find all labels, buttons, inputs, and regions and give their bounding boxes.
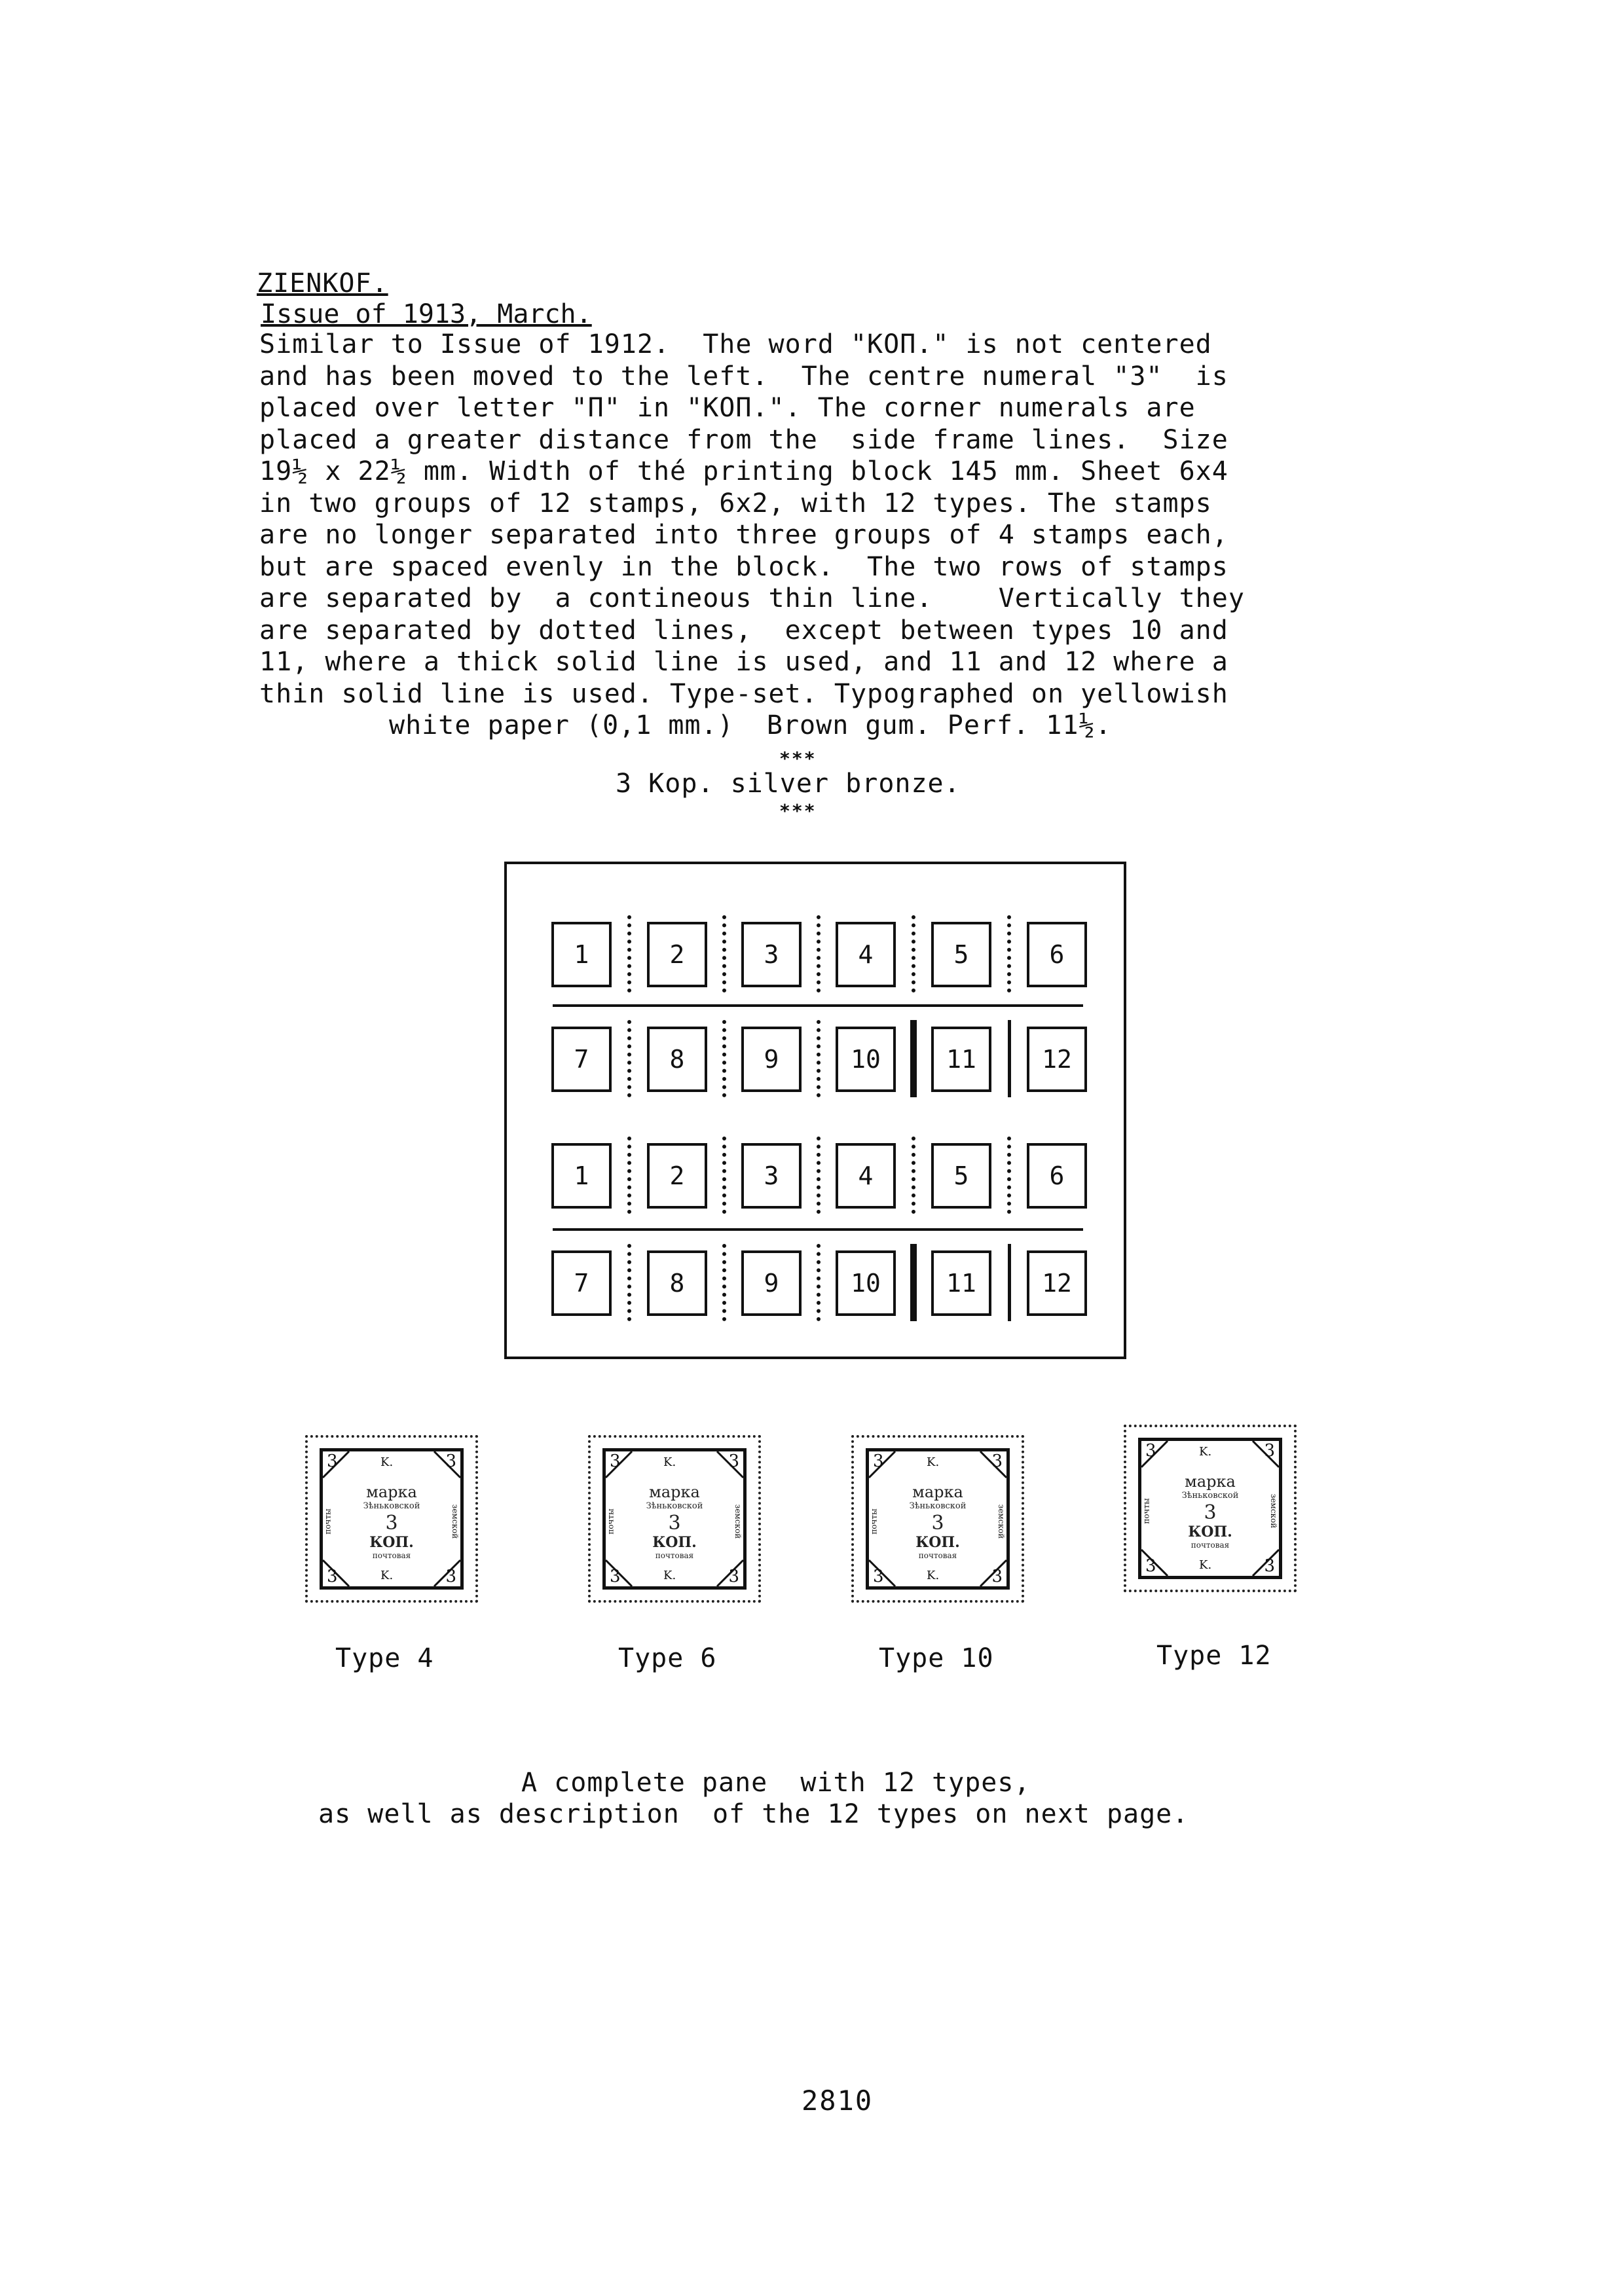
k-mark-bottom: K. [380,1569,394,1582]
dotted-separator [1007,915,1011,993]
stamp-type-10-image [851,1435,1024,1603]
stamp-word-bottom: почтовая [372,1551,411,1560]
stamp-position-box: 5 [931,1143,991,1209]
stamp-left-side-text: почты [323,1508,333,1535]
footer-line: as well as description of the 12 types on next page. [318,1799,1189,1829]
text-line: 11, where a thick solid line is used, and 11 and 12 where a [259,647,1228,677]
dotted-separator [912,915,915,993]
stamp-position-box: 6 [1027,1143,1087,1209]
corner-value-top-left: 3 [1145,1441,1156,1461]
stamp-position-box: 2 [647,922,707,987]
stamp-center-value: 3 [385,1512,398,1535]
stamp-position-box: 7 [551,1250,612,1316]
stamp-position-box: 9 [741,1027,802,1092]
sheet-layout-diagram [504,862,1126,1359]
text-line: 19½ x 22½ mm. Width of thé printing block 145 mm. Sheet 6x4 [259,456,1228,486]
stamp-frame [320,1448,464,1590]
corner-value-top-right: 3 [991,1451,1003,1471]
corner-value-bottom-left: 3 [610,1567,621,1586]
stamp-position-box: 12 [1027,1250,1087,1316]
stamp-left-side-text: почты [1141,1498,1151,1524]
k-mark-bottom: K. [663,1569,676,1582]
stamp-position-box: 7 [551,1027,612,1092]
stamp-word-kop: КОП. [1188,1523,1232,1540]
stamp-frame [602,1448,747,1590]
stamp-frame [866,1448,1010,1590]
k-mark-top: K. [380,1455,394,1469]
corner-value-top-right: 3 [728,1451,739,1471]
corner-value-bottom-right: 3 [1264,1556,1275,1576]
stamp-position-box: 1 [551,922,612,987]
corner-value-bottom-right: 3 [728,1567,739,1586]
stamp-left-side-text: почты [869,1508,879,1535]
stamp-position-box: 8 [647,1027,707,1092]
stamp-type-4-image [305,1435,478,1603]
stamp-position-box: 5 [931,922,991,987]
dotted-separator [817,1244,821,1321]
stamp-word-district: Зѣньковской [646,1501,703,1511]
corner-value-top-left: 3 [873,1451,884,1471]
thin-solid-separator [1008,1244,1011,1321]
stamp-center-value: 3 [668,1512,681,1535]
stamp-position-box: 2 [647,1143,707,1209]
text-line: placed over letter "П" in "KOП.". The corner numerals are [259,393,1196,423]
stamp-position-box: 11 [931,1027,991,1092]
dotted-separator [722,1020,726,1097]
stamp-position-box: 10 [836,1027,896,1092]
corner-value-bottom-left: 3 [327,1567,338,1586]
dotted-separator [817,915,821,993]
dotted-separator [722,1137,726,1214]
text-line: Similar to Issue of 1912. The word "KOП." is not centered [259,329,1212,359]
stamp-position-box: 1 [551,1143,612,1209]
dotted-separator [817,1137,821,1214]
stamp-position-box: 10 [836,1250,896,1316]
dotted-separator [627,1244,631,1321]
stamp-position-box: 4 [836,922,896,987]
stamp-word-marka: марка [1185,1472,1236,1491]
dotted-separator [912,1137,915,1214]
stamp-value-line: 3 Kop. silver bronze. [616,769,961,799]
stamp-word-marka: марка [649,1483,700,1501]
issue-heading: Issue of 1913, March. [261,299,592,329]
corner-value-top-left: 3 [327,1451,338,1471]
stamp-type-12-image [1124,1425,1297,1592]
stamp-position-box: 11 [931,1250,991,1316]
stamp-word-marka: марка [912,1483,963,1501]
text-line: thin solid line is used. Type-set. Typographed on yellowish [259,678,1228,709]
text-line: are no longer separated into three groups of 4 stamps each, [259,520,1228,550]
dotted-separator [722,915,726,993]
corner-value-bottom-right: 3 [991,1567,1003,1586]
separator-stars: *** [779,800,817,822]
footer-line: A complete pane with 12 types, [521,1768,1031,1798]
stamp-word-bottom: почтовая [1190,1540,1230,1550]
row-separator-line [553,1228,1083,1231]
stamp-center-value: 3 [1204,1501,1217,1524]
stamp-left-side-text: почты [606,1508,616,1535]
stamp-word-bottom: почтовая [655,1551,694,1560]
type-4-caption: Type 4 [335,1643,434,1673]
dotted-separator [627,915,631,993]
k-mark-top: K. [1199,1445,1212,1459]
corner-value-bottom-right: 3 [445,1567,456,1586]
stamp-position-box: 9 [741,1250,802,1316]
corner-value-bottom-left: 3 [1145,1556,1156,1576]
text-line: and has been moved to the left. The centre numeral "3" is [259,361,1228,392]
corner-value-top-right: 3 [445,1451,456,1471]
stamp-type-6-image [588,1435,761,1603]
stamp-position-box: 4 [836,1143,896,1209]
thin-solid-separator [1008,1020,1011,1097]
stamp-right-side-text: земской [450,1504,460,1539]
thick-solid-separator [910,1020,917,1097]
k-mark-top: K. [663,1455,676,1469]
text-line: placed a greater distance from the side frame lines. Size [259,424,1228,455]
description-text [259,329,1366,742]
text-line: are separated by a contineous thin line. Vertically they [259,583,1245,613]
stamp-right-side-text: земской [1268,1493,1278,1529]
section-title: ZIENKOF. [257,268,388,299]
k-mark-top: K. [927,1455,940,1469]
corner-value-bottom-left: 3 [873,1567,884,1586]
stamp-word-kop: КОП. [369,1534,414,1551]
corner-value-top-right: 3 [1264,1441,1275,1461]
type-12-caption: Type 12 [1156,1641,1272,1671]
dotted-separator [1007,1137,1011,1214]
corner-value-top-left: 3 [610,1451,621,1471]
stamp-right-side-text: земской [733,1504,743,1539]
stamp-word-district: Зѣньковской [1181,1491,1239,1501]
dotted-separator [817,1020,821,1097]
stamp-word-district: Зѣньковской [909,1501,967,1511]
text-line: are separated by dotted lines, except between types 10 and [259,615,1228,646]
separator-stars: *** [779,748,817,769]
stamp-frame [1138,1438,1282,1579]
dotted-separator [627,1020,631,1097]
stamp-position-box: 8 [647,1250,707,1316]
stamp-word-district: Зѣньковской [363,1501,420,1511]
text-line: but are spaced evenly in the block. The two rows of stamps [259,551,1228,582]
type-6-caption: Type 6 [618,1643,717,1673]
row-separator-line [553,1004,1083,1007]
k-mark-bottom: K. [1199,1558,1212,1572]
stamp-center-value: 3 [931,1512,944,1535]
stamp-word-kop: КОП. [915,1534,960,1551]
stamp-position-box: 6 [1027,922,1087,987]
dotted-separator [722,1244,726,1321]
stamp-position-box: 3 [741,922,802,987]
stamp-right-side-text: земской [996,1504,1006,1539]
stamp-position-box: 12 [1027,1027,1087,1092]
k-mark-bottom: K. [927,1569,940,1582]
stamp-word-bottom: почтовая [918,1551,957,1560]
page-number: 2810 [802,2085,874,2117]
stamp-position-box: 3 [741,1143,802,1209]
stamp-word-kop: КОП. [652,1534,697,1551]
dotted-separator [627,1137,631,1214]
type-10-caption: Type 10 [879,1643,994,1673]
text-line: in two groups of 12 stamps, 6x2, with 12 types. The stamps [259,488,1212,519]
stamp-word-marka: марка [366,1483,417,1501]
text-line: white paper (0,1 mm.) Brown gum. Perf. 11½. [389,710,1112,740]
thick-solid-separator [910,1244,917,1321]
